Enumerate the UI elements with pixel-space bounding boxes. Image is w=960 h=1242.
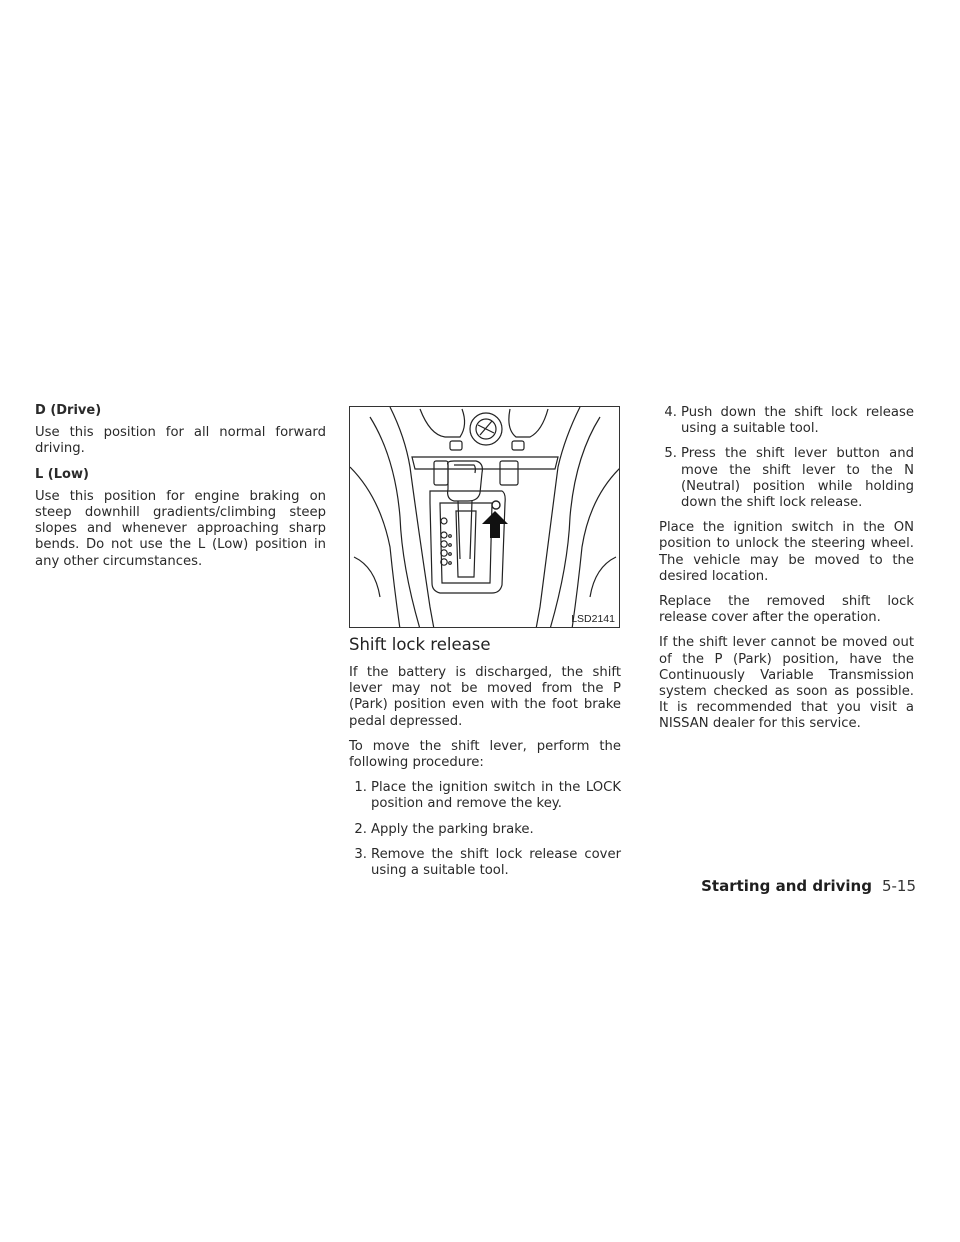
figure-label: LSD2141 (571, 613, 615, 625)
dealer-service-text: If the shift lever cannot be moved out of the P (Park) position, have the Continuously Variable Transmission system checked as soon as possible. It is recommended that you visit a NISSAN dealer for this service. (659, 635, 914, 732)
ignition-on-text: Place the ignition switch in the ON position to unlock the steering wheel. The vehicle may be moved to the desired location. (659, 520, 914, 584)
replace-cover-text: Replace the removed shift lock release cover after the operation. (659, 594, 914, 626)
step-text: Apply the parking brake. (371, 821, 534, 837)
shift-lock-procedure-intro: To move the shift lever, perform the following procedure: (349, 738, 621, 771)
step-text: Push down the shift lock release using a suitable tool. (681, 405, 914, 437)
step-text: Place the ignition switch in the LOCK position and remove the key. (371, 780, 621, 812)
shift-lock-intro: If the battery is discharged, the shift lever may not be moved from the P (Park) position even with the foot brake pedal depressed. (349, 665, 621, 729)
low-heading: L (Low) (35, 466, 89, 482)
page-footer (701, 877, 916, 895)
section-heading: Shift lock release (349, 635, 491, 654)
list-item (349, 847, 621, 879)
shift-lever-drawing (350, 407, 620, 628)
column-middle (349, 635, 621, 888)
list-item (349, 780, 621, 812)
drive-text: Use this position for all normal forward driving. (35, 425, 326, 457)
step-number: 5. (664, 446, 677, 462)
procedure-steps-part2 (659, 405, 914, 511)
list-item (349, 822, 621, 838)
shift-lever-illustration (349, 406, 620, 628)
list-item (659, 446, 914, 511)
drive-heading: D (Drive) (35, 403, 102, 418)
column-right (659, 405, 914, 742)
step-text: Remove the shift lock release cover using a suitable tool. (371, 846, 621, 879)
footer-section-title: Starting and driving (701, 877, 872, 895)
step-text: Press the shift lever button and move the shift lever to the N (Neutral) position while holding down the shift lock release. (681, 446, 914, 511)
step-number: 3. (354, 846, 367, 862)
procedure-steps-part1 (349, 780, 621, 879)
step-number: 1. (354, 780, 367, 796)
page-number: 5-15 (881, 877, 916, 895)
list-item (659, 405, 914, 437)
step-number: 2. (354, 821, 367, 837)
step-number: 4. (664, 405, 677, 420)
column-left (35, 403, 326, 579)
low-text: Use this position for engine braking on steep downhill gradients/climbing steep slopes and whenever approaching sharp bends. Do not use the L (Low) position in any other circumstances. (35, 488, 326, 569)
